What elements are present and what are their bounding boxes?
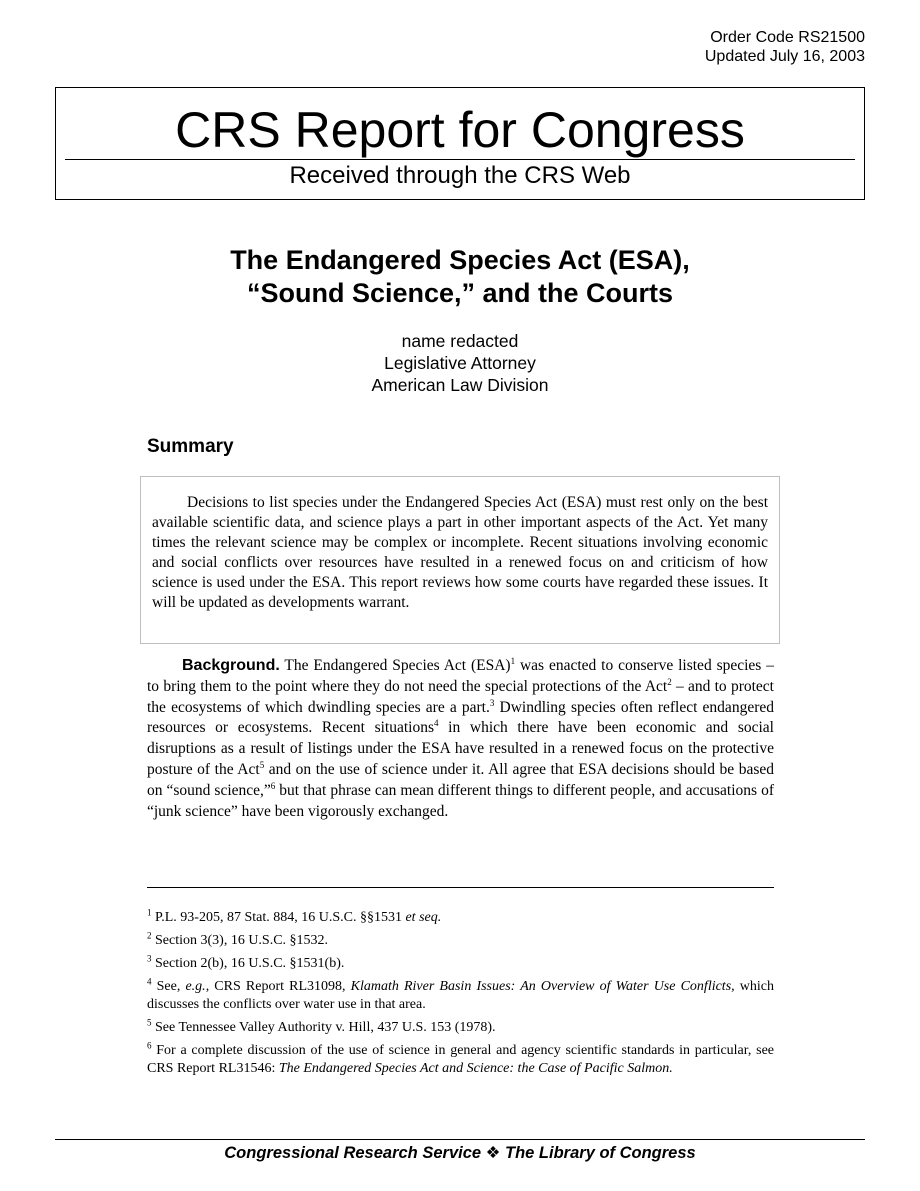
footnote-6 xyxy=(147,1042,774,1078)
footnote-ref: 4 xyxy=(434,718,439,729)
footnote-ref: 3 xyxy=(489,697,495,708)
footnote-text: , CRS Report RL31098, xyxy=(205,979,351,994)
summary-box xyxy=(140,476,780,644)
footnote-number: 4 xyxy=(147,976,152,987)
footnote-4 xyxy=(147,978,774,1014)
footnote-number: 1 xyxy=(147,907,152,918)
footnote-ref: 5 xyxy=(259,759,265,770)
background-paragraph xyxy=(147,656,774,822)
document-title-line-1: The Endangered Species Act (ESA), xyxy=(230,245,690,275)
footnote-1 xyxy=(147,909,774,927)
footnote-5 xyxy=(147,1019,774,1037)
footer-divider xyxy=(55,1139,865,1140)
report-header-box xyxy=(55,87,865,200)
footnotes xyxy=(147,909,774,1083)
author-block xyxy=(0,330,920,396)
author-title: Legislative Attorney xyxy=(384,353,536,373)
background-text: – and to protect the ecosystems of which dwindling species are a part. xyxy=(147,677,774,716)
header-divider xyxy=(65,159,855,160)
report-header-title: CRS Report for Congress xyxy=(175,102,745,158)
footnote-italic: The Endangered Species Act and Science: the Case of Pacific Salmon. xyxy=(278,1061,673,1076)
footnote-text: See, xyxy=(151,979,186,994)
footnote-ref: 2 xyxy=(667,676,672,687)
background-text: but that phrase can mean different things to different people, and accusations of “junk science” have been vigorously exchanged. xyxy=(147,781,775,820)
footnote-3 xyxy=(147,955,774,973)
footnote-divider xyxy=(147,887,774,888)
report-header-subtitle: Received through the CRS Web xyxy=(289,162,631,189)
background-text: in which there have been economic and social disruptions as a result of listings under the ESA have resulted in a renewed focus on the protective posture of the Act xyxy=(147,719,774,778)
order-code: Order Code RS21500 xyxy=(710,29,865,46)
author-name: name redacted xyxy=(401,331,519,351)
footnote-text: For a complete discussion of the use of science in general and agency scientific standards in particular, see CRS Report RL31546: xyxy=(147,1043,774,1076)
updated-date: Updated July 16, 2003 xyxy=(704,48,865,65)
footnote-2 xyxy=(147,932,774,950)
document-title xyxy=(0,244,920,310)
author-division: American Law Division xyxy=(371,375,549,395)
footnote-text: which discusses the conflicts over water use in that area. xyxy=(147,979,774,1012)
footnote-text: See Tennessee Valley Authority v. Hill, 437 U.S. 153 (1978). xyxy=(151,1020,496,1035)
footnote-number: 2 xyxy=(147,930,152,941)
background-text: was enacted to conserve listed species – to bring them to the point where they do not need the special protections of the Act xyxy=(147,657,774,695)
background-heading: Background. xyxy=(182,657,280,674)
document-title-line-2: “Sound Science,” and the Courts xyxy=(246,278,674,308)
footnote-number: 6 xyxy=(147,1040,152,1051)
footnote-text: Section 3(3), 16 U.S.C. §1532. xyxy=(151,933,329,948)
page-footer: Congressional Research Service ❖ The Library of Congress xyxy=(224,1144,696,1162)
order-code-block xyxy=(705,28,865,66)
footnote-number: 3 xyxy=(147,953,152,964)
footnote-ref: 6 xyxy=(270,780,276,791)
background-text: The Endangered Species Act (ESA) xyxy=(279,657,511,674)
footnote-ref: 1 xyxy=(510,655,516,666)
background-text: and on the use of science under it. All agree that ESA decisions should be based on “sound science,” xyxy=(147,760,774,799)
footnote-text: P.L. 93-205, 87 Stat. 884, 16 U.S.C. §§1531 xyxy=(151,910,406,925)
summary-text: Decisions to list species under the Endangered Species Act (ESA) must rest only on the best available scientific data, and science plays a part in other important aspects of the Act. Yet many times the relevant science may be complex or incomplete. Recent situations involving economic and social conflicts over resources have resulted in a renewed focus on and criticism of how science is used under the ESA. This report reviews how some courts have regarded these issues. It will be updated as developments warrant. xyxy=(152,494,768,611)
footnote-text: Section 2(b), 16 U.S.C. §1531(b). xyxy=(151,956,345,971)
background-text: Dwindling species often reflect endangered resources or ecosystems. Recent situations xyxy=(147,698,774,737)
footnote-italic: e.g. xyxy=(185,979,206,994)
footnote-italic: Klamath River Basin Issues: An Overview of Water Use Conflicts, xyxy=(350,979,735,994)
summary-heading: Summary xyxy=(147,436,234,457)
footnote-italic: et seq. xyxy=(405,910,442,925)
footnote-number: 5 xyxy=(147,1017,152,1028)
